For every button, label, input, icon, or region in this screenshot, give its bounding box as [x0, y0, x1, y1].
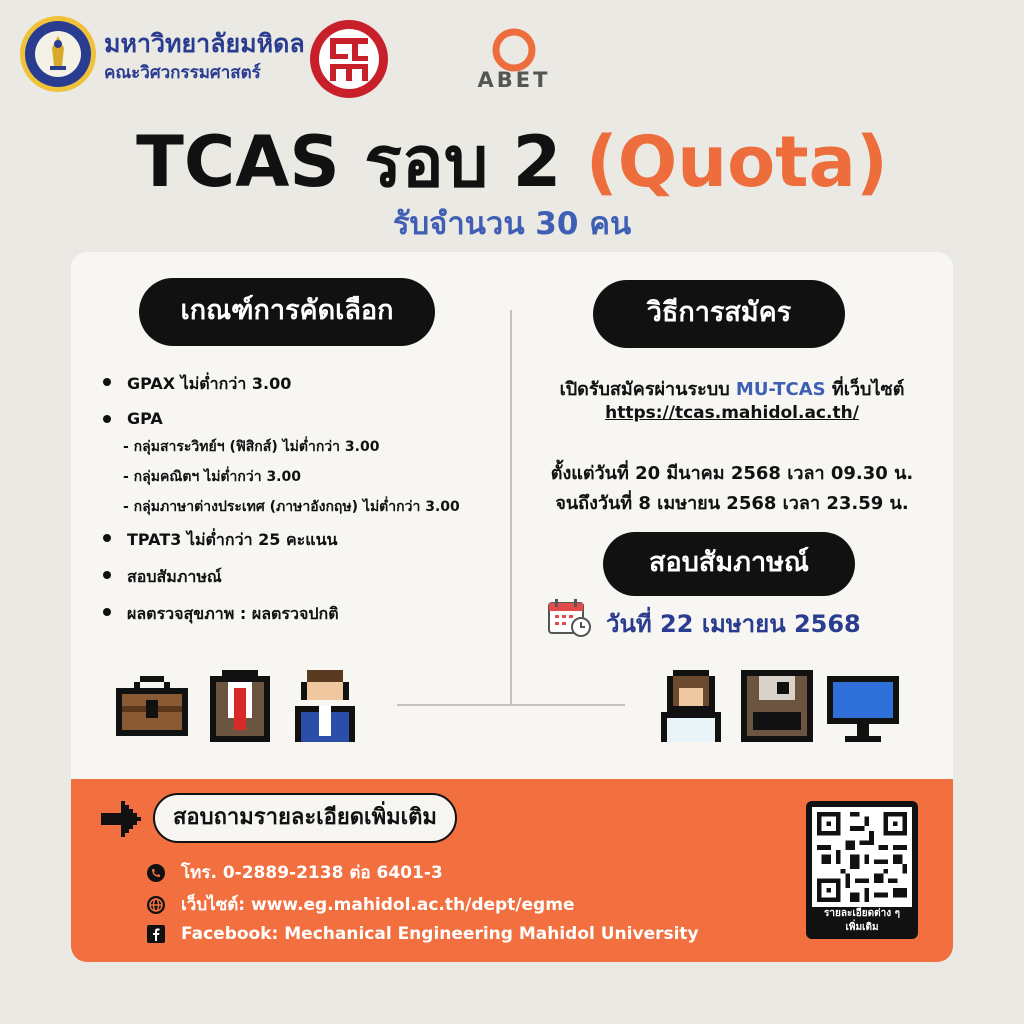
apply-line-post: ที่เว็บไซต์	[825, 379, 905, 400]
criteria-interview: สอบสัมภาษณ์	[101, 565, 521, 590]
calendar-clock-icon	[547, 598, 593, 638]
qr-caption	[806, 907, 918, 935]
facebook-icon	[147, 925, 165, 943]
more-info-label: สอบถามรายละเอียดเพิ่มเติม	[153, 793, 457, 843]
phone-number: โทร. 0-2889-2138 ต่อ 6401-3	[181, 863, 443, 883]
apply-end-date: จนถึงวันที่ 8 เมษายน 2568 เวลา 23.59 น.	[555, 493, 909, 514]
gpa-math: - กลุ่มคณิตฯ ไม่ต่ำกว่า 3.00	[123, 469, 301, 485]
apply-heading: วิธีการสมัคร	[593, 280, 845, 348]
criteria-health: ผลตรวจสุขภาพ : ผลตรวจปกติ	[101, 602, 521, 627]
contact-footer	[71, 779, 953, 962]
facebook-page[interactable]: Facebook: Mechanical Engineering Mahidol University	[181, 924, 699, 944]
horizontal-divider	[397, 704, 625, 706]
criteria-gpa: GPA	[101, 409, 521, 428]
mu-tcas-label: MU-TCAS	[735, 379, 826, 400]
facebook-line[interactable]	[147, 924, 699, 944]
interview-heading: สอบสัมภาษณ์	[603, 532, 855, 596]
qr-caption-line-2: เพิ่มเติม	[845, 922, 879, 933]
qr-caption-line-1: รายละเอียดต่าง ๆ	[824, 908, 900, 919]
faculty-name: คณะวิศวกรรมศาสตร์	[104, 63, 261, 83]
computer-monitor-icon	[827, 670, 899, 742]
apply-start-date: ตั้งแต่วันที่ 20 มีนาคม 2568 เวลา 09.30 น.	[550, 463, 914, 484]
qr-code-pattern	[812, 807, 912, 907]
businessman-suit-icon	[204, 670, 276, 742]
apply-system-line	[511, 374, 953, 403]
woman-avatar-icon	[655, 670, 727, 742]
phone-icon	[147, 864, 165, 882]
seats-subtitle: รับจำนวน 30 คน	[392, 206, 632, 242]
gpa-language: - กลุ่มภาษาต่างประเทศ (ภาษาอังกฤษ) ไม่ต่ำกว่า 3.00	[123, 499, 460, 515]
mahidol-seal-logo	[18, 14, 98, 94]
egme-department-logo	[308, 18, 390, 100]
qr-code[interactable]	[812, 807, 912, 907]
floppy-disk-icon	[741, 670, 813, 742]
info-card	[71, 252, 953, 962]
title-quota: (Quota)	[585, 121, 888, 203]
criteria-gpax: GPAX ไม่ต่ำกว่า 3.00	[101, 372, 521, 397]
criteria-tpat3: TPAT3 ไม่ต่ำกว่า 25 คะแนน	[101, 528, 521, 553]
interview-date: วันที่ 22 เมษายน 2568	[606, 610, 861, 638]
criteria-heading: เกณฑ์การคัดเลือก	[139, 278, 435, 346]
student-graduate-icon	[289, 670, 361, 742]
criteria-list	[101, 372, 521, 639]
phone-line	[147, 859, 443, 886]
qr-code-card[interactable]	[806, 801, 918, 939]
tcas-url-link[interactable]: https://tcas.mahidol.ac.th/	[605, 403, 859, 423]
gpa-science: - กลุ่มสาระวิทย์ฯ (ฟิสิกส์) ไม่ต่ำกว่า 3.00	[123, 439, 380, 455]
arrow-right-icon	[101, 801, 141, 837]
apply-line-pre: เปิดรับสมัครผ่านระบบ	[559, 379, 736, 400]
university-name: มหาวิทยาลัยมหิดล	[104, 29, 305, 58]
globe-icon	[147, 896, 165, 914]
website-url[interactable]: เว็บไซต์: www.eg.mahidol.ac.th/dept/egme	[181, 895, 575, 915]
website-line[interactable]	[147, 891, 574, 918]
briefcase-icon	[116, 670, 188, 742]
abet-label: ABET	[477, 68, 551, 92]
title-main: TCAS รอบ 2	[136, 121, 586, 203]
gpa-sub-list	[101, 436, 521, 518]
